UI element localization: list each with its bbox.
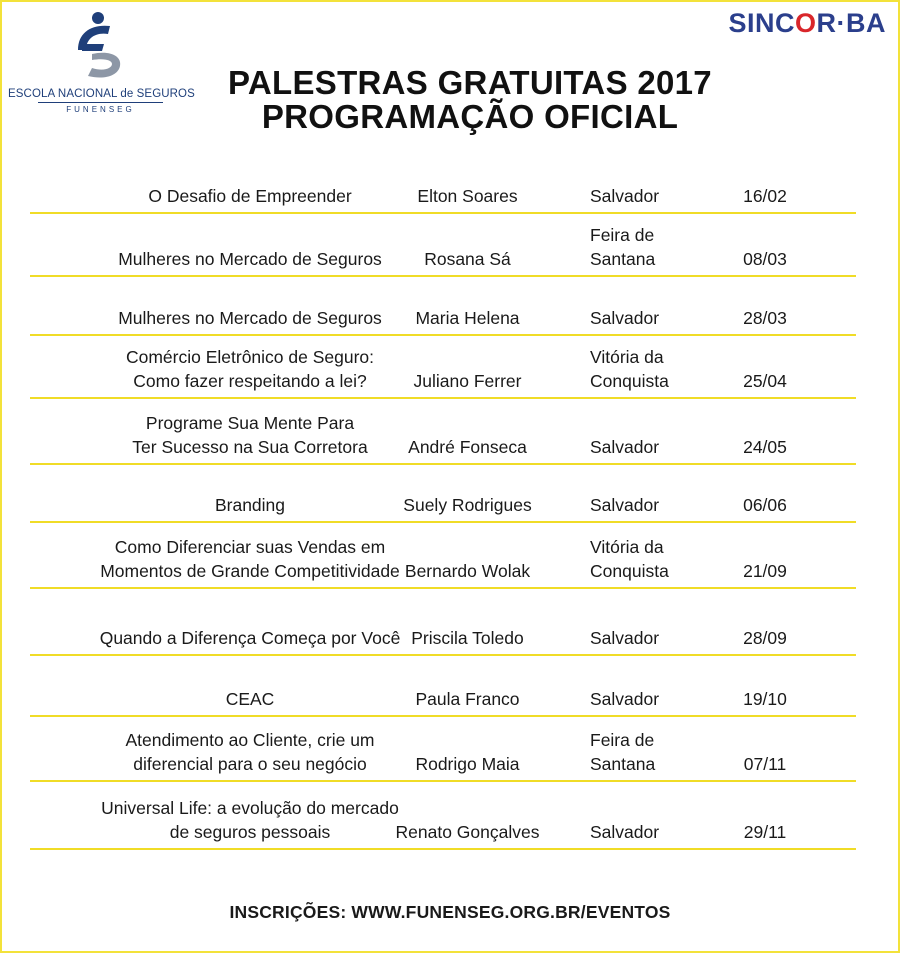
funenseg-logo bbox=[8, 10, 193, 115]
event-speaker-line: Rosana Sá bbox=[424, 249, 511, 269]
event-date bbox=[715, 820, 815, 844]
event-city-line: Salvador bbox=[590, 628, 660, 648]
event-city-line: Salvador bbox=[590, 186, 660, 206]
event-city-line: Salvador bbox=[590, 689, 660, 709]
schedule-row bbox=[0, 496, 900, 523]
sincor-logo-mark: O bbox=[794, 8, 817, 38]
schedule-row bbox=[0, 225, 900, 277]
row-divider bbox=[30, 780, 856, 782]
event-date bbox=[715, 369, 815, 393]
event-city bbox=[590, 345, 690, 393]
event-city bbox=[590, 728, 690, 776]
schedule-row bbox=[0, 688, 900, 717]
row-divider bbox=[30, 654, 856, 656]
event-date-line: 08/03 bbox=[743, 249, 787, 269]
event-date-line: 29/11 bbox=[743, 822, 787, 842]
event-speaker bbox=[385, 493, 550, 517]
event-city bbox=[590, 626, 690, 650]
event-city bbox=[590, 306, 690, 330]
event-city-line: Vitória da bbox=[590, 537, 664, 557]
fs-emblem-icon bbox=[70, 10, 132, 82]
event-speaker-line: Rodrigo Maia bbox=[415, 754, 520, 774]
event-topic-line: Momentos de Grande Competitividade bbox=[100, 561, 400, 581]
schedule-row bbox=[0, 347, 900, 399]
event-speaker bbox=[385, 247, 550, 271]
sincor-logo-left: SINC bbox=[728, 8, 795, 38]
event-topic-line: Como Diferenciar suas Vendas em bbox=[114, 537, 386, 557]
event-topic-line: Quando a Diferença Começa por Você bbox=[99, 628, 401, 648]
row-divider bbox=[30, 275, 856, 277]
event-date-line: 21/09 bbox=[743, 561, 787, 581]
row-divider bbox=[30, 212, 856, 214]
event-city-line: Conquista bbox=[590, 371, 669, 391]
event-topic-line: diferencial para o seu negócio bbox=[133, 754, 367, 774]
event-speaker bbox=[385, 184, 550, 208]
event-speaker-line: Juliano Ferrer bbox=[413, 371, 522, 391]
event-topic-line: CEAC bbox=[225, 689, 275, 709]
event-speaker-line: Bernardo Wolak bbox=[404, 561, 531, 581]
event-speaker-line: Paula Franco bbox=[415, 689, 520, 709]
event-date-line: 24/05 bbox=[743, 437, 787, 457]
funenseg-logo-divider bbox=[38, 102, 163, 103]
page-title: PALESTRAS GRATUITAS 2017 bbox=[228, 64, 712, 101]
event-speaker-line: Maria Helena bbox=[415, 308, 520, 328]
event-date bbox=[715, 435, 815, 459]
event-city-line: Conquista bbox=[590, 561, 669, 581]
schedule-row bbox=[0, 186, 900, 214]
event-date bbox=[715, 626, 815, 650]
event-city-line: Feira de bbox=[590, 225, 655, 245]
event-topic-line: Comércio Eletrônico de Seguro: bbox=[125, 347, 375, 367]
event-city-line: Salvador bbox=[590, 437, 660, 457]
event-speaker-line: Priscila Toledo bbox=[411, 628, 524, 648]
row-divider bbox=[30, 587, 856, 589]
event-speaker-line: Elton Soares bbox=[417, 186, 518, 206]
row-divider bbox=[30, 521, 856, 523]
schedule-row bbox=[0, 730, 900, 782]
schedule-row bbox=[0, 628, 900, 656]
event-city bbox=[590, 820, 690, 844]
event-speaker bbox=[385, 369, 550, 393]
event-city-line: Feira de bbox=[590, 730, 655, 750]
event-city-line: Salvador bbox=[590, 495, 660, 515]
event-date bbox=[715, 493, 815, 517]
event-city-line: Salvador bbox=[590, 822, 660, 842]
schedule-row bbox=[0, 306, 900, 336]
event-city bbox=[590, 535, 690, 583]
row-divider bbox=[30, 848, 856, 850]
event-date bbox=[715, 306, 815, 330]
event-speaker bbox=[385, 559, 550, 583]
event-date-line: 19/10 bbox=[743, 689, 787, 709]
event-date bbox=[715, 752, 815, 776]
sincor-ba-logo bbox=[728, 8, 886, 39]
sincor-logo-right: R·BA bbox=[816, 8, 886, 38]
event-topic-line: Programe Sua Mente Para bbox=[145, 413, 355, 433]
event-city bbox=[590, 223, 690, 271]
schedule-row bbox=[0, 413, 900, 465]
registration-footer: INSCRIÇÕES: WWW.FUNENSEG.ORG.BR/EVENTOS bbox=[229, 902, 671, 922]
schedule-row bbox=[0, 798, 900, 850]
event-city-line: Santana bbox=[590, 754, 656, 774]
event-date bbox=[715, 559, 815, 583]
event-speaker bbox=[385, 820, 550, 844]
event-speaker bbox=[385, 626, 550, 650]
page-subtitle: PROGRAMAÇÃO OFICIAL bbox=[261, 98, 679, 135]
event-topic-line: Mulheres no Mercado de Seguros bbox=[118, 308, 382, 328]
event-topic-line: Como fazer respeitando a lei? bbox=[133, 371, 367, 391]
event-date-line: 16/02 bbox=[743, 186, 787, 206]
event-date bbox=[715, 687, 815, 711]
event-speaker-line: Suely Rodrigues bbox=[403, 495, 532, 515]
event-topic-line: Ter Sucesso na Sua Corretora bbox=[132, 437, 368, 457]
row-divider bbox=[30, 463, 856, 465]
event-city-line: Salvador bbox=[590, 308, 660, 328]
event-city bbox=[590, 687, 690, 711]
event-speaker bbox=[385, 435, 550, 459]
event-speaker bbox=[385, 687, 550, 711]
event-city-line: Vitória da bbox=[590, 347, 664, 367]
event-date-line: 28/03 bbox=[743, 308, 787, 328]
event-speaker bbox=[385, 752, 550, 776]
event-topic-line: Mulheres no Mercado de Seguros bbox=[118, 249, 382, 269]
event-city bbox=[590, 493, 690, 517]
event-date-line: 07/11 bbox=[743, 754, 787, 774]
schedule-row bbox=[0, 537, 900, 589]
event-date bbox=[715, 184, 815, 208]
funenseg-logo-name: ESCOLA NACIONAL de SEGUROS bbox=[8, 88, 195, 100]
row-divider bbox=[30, 397, 856, 399]
event-topic-line: Branding bbox=[214, 495, 286, 515]
event-date-line: 25/04 bbox=[743, 371, 787, 391]
row-divider bbox=[30, 715, 856, 717]
event-date-line: 06/06 bbox=[743, 495, 787, 515]
event-topic-line: O Desafio de Empreender bbox=[148, 186, 352, 206]
event-city bbox=[590, 435, 690, 459]
event-topic-line: Atendimento ao Cliente, crie um bbox=[125, 730, 375, 750]
event-speaker-line: Renato Gonçalves bbox=[395, 822, 540, 842]
event-city bbox=[590, 184, 690, 208]
funenseg-logo-subtitle: FUNENSEG bbox=[66, 105, 135, 114]
event-date-line: 28/09 bbox=[743, 628, 787, 648]
event-speaker-line: André Fonseca bbox=[408, 437, 527, 457]
event-topic-line: Universal Life: a evolução do mercado bbox=[101, 798, 399, 818]
event-topic-line: de seguros pessoais bbox=[169, 822, 331, 842]
event-city-line: Santana bbox=[590, 249, 656, 269]
event-speaker bbox=[385, 306, 550, 330]
row-divider bbox=[30, 334, 856, 336]
event-date bbox=[715, 247, 815, 271]
